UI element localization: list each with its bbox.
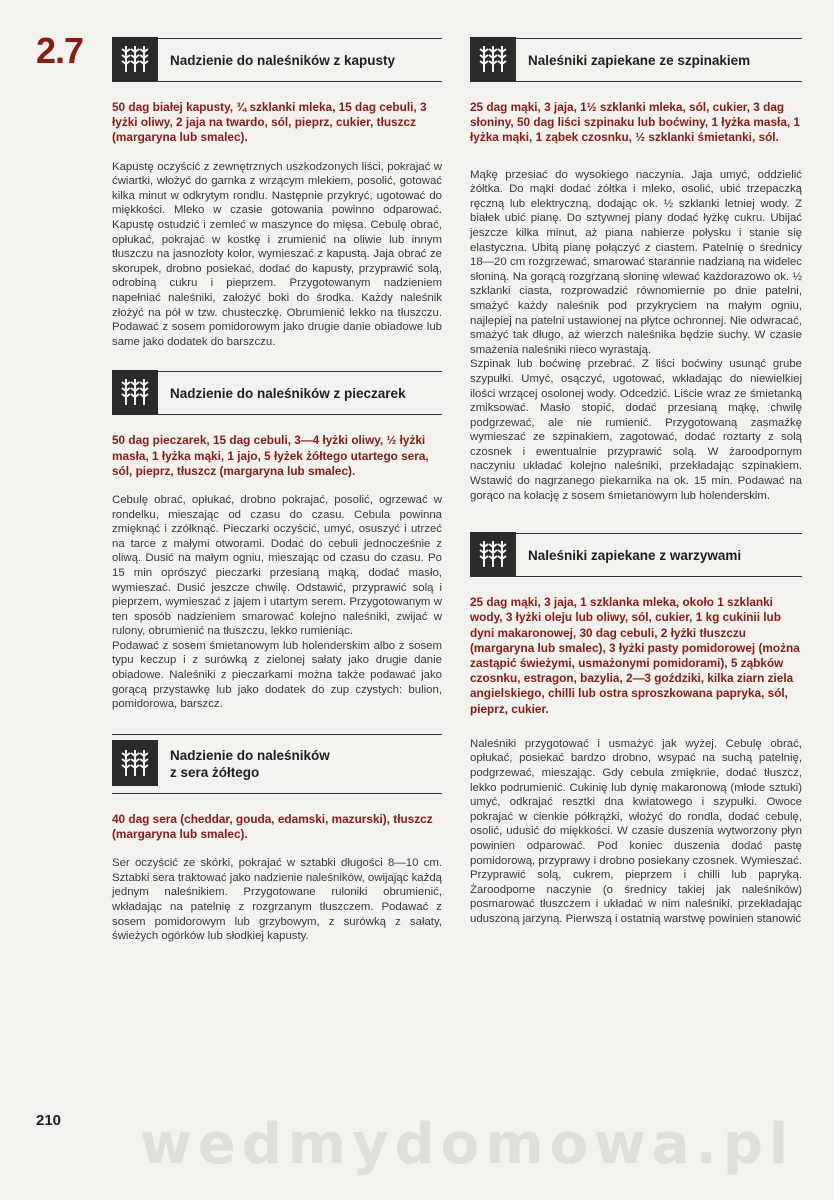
recipe-ingredients: 25 dag mąki, 3 jaja, 1 szklanka mleka, około 1 szklanki wody, 3 łyżki oleju lub oliwy, sól, cukier, 1 kg cukinii lub dyni makaronowej, 30 dag cebuli, 2 łyżki tłuszczu (margaryna lub smalec), 3 łyżki pasty pomidorowej (można zastąpić świeżymi, usmażonymi pomidorami), 5 ząbków czosnku, estragon, bazylia, 2—3 goździki, kilka ziarn ziela angielskiego, chilli lub ostra sproszkowana papryka, sól, pieprz, cukier. — [470, 595, 800, 716]
recipe-instructions: Mąkę przesiać do wysokiego naczynia. Jaja umyć, oddzielić żółtka. Do mąki dodać żółtka i mleko, osolić, ubić trzepaczką ręczną lub elektryczną, dodając ok. ½ szklanki letniej wody. Z białek ubić pianę. Do sztywnej piany dodać łyżkę cukru. Ubijać jeszcze kilka minut, aż piana nabierze połysku i stanie się elastyczna. Ubitą pianę połączyć z ciastem. Patelnię o średnicy 18—20 cm rozgrzewać, smarować starannie nadzianą na widelec słoniną. Na gorącą rozgrzaną słoninę wlewać każdorazowo ok. ½ szklanki ciasta, rozprowadzić równomiernie po dnie patelni, smażyć każdy naleśnik pod przykryciem na małym ogniu, najlepiej na patelni ustawionej na płytce ochronnej. Nie odwracać, smażyć tak długo, aż wierzch naleśnika będzie suchy. W czasie smażenia naleśniki nieco wyrastają. Szpinak lub boćwinę przebrać. Z liści boćwiny usunąć grube szypułki. Umyć, osączyć, ugotować, wkładając do niewielkiej ilości wrzącej osolonej wody. Odcedzić. Liście wraz ze śmietanką zmiksować. Masło stopić, dodać przesianą mąkę, chwilę podgrzewać, ale nie rumienić. Przygotowaną zasmażkę wymieszać ze szpinakiem, zagotować, dodać roztarty z solą czosnek i ewentualnie przyprawić solą. W żaroodpornym naczyniu układać kolejno naleśniki, przekładając szpinakiem. Wstawić do nagrzanego piekarnika na ok. 15 min. Podawać na gorąco na kolację z sosem śmietanowym lub holenderskim. — [470, 168, 802, 502]
recipe-header — [112, 734, 442, 794]
recipe-header — [470, 533, 802, 577]
recipe-header — [470, 38, 802, 82]
recipe-title: Nadzienie do naleśników z kapusty — [170, 52, 396, 68]
recipe-mushroom-filling — [112, 371, 442, 712]
left-column — [112, 38, 442, 944]
recipe-instructions: Kapustę oczyścić z zewnętrznych uszkodzonych liści, pokrajać w ćwiartki, włożyć do garnka z wrzącym mlekiem, posolić, gotować kilka minut w odkrytym rondlu. Następnie przykryć, ugotować do miękkości. Mleko w czasie gotowania powinno odparować. Kapustę ostudzić i zemleć w maszynce do mięsa. Cebulę obrać, opłukać, pokrajać w kostkę i zrumienić na oliwie lub innym tłuszczu na jasnozłoty kolor, wymieszać z kapustą. Jaja obrać ze skorupek, drobno posiekać, dodać do kapusty, przyprawić solą, odrobiną cukru i pieprzem. Przygotowanym nadzieniem napełniać naleśniki, założyć boki do środka. Każdy naleśnik złożyć na pół w tzw. chusteczkę. Obrumienić lekko na tłuszczu. Podawać z sosem pomidorowym jako drugie danie obiadowe lub same jako dodatek do barszczu. — [112, 160, 442, 348]
wheat-logo-icon — [112, 740, 158, 786]
recipe-ingredients: 25 dag mąki, 3 jaja, 1½ szklanki mleka, sól, cukier, 3 dag słoniny, 50 dag liści szpinaku lub boćwiny, 1 łyżka masła, 1 łyżka mąki, 1 ząbek czosnku, ½ szklanki śmietanki, sól. — [470, 100, 800, 145]
wheat-logo-icon — [112, 370, 158, 414]
recipe-instructions: Ser oczyścić ze skórki, pokrajać w sztabki długości 8—10 cm. Sztabki sera traktować jako nadzienie naleśników, owijając każdą jednym naleśnikiem. Przygotowane ruloniki obrumienić, wkładając na patelnię z rozgrzanym tłuszczem. Podawać z sosem pomidorowym lub grzybowym, z surówką z sałaty, świeżych ogórków lub słodkiej kapusty. — [112, 857, 442, 943]
recipe-spinach-crepes — [470, 38, 802, 503]
wheat-logo-icon — [470, 37, 516, 81]
recipe-header — [112, 38, 442, 82]
recipe-vegetable-crepes — [470, 533, 802, 926]
right-column — [470, 38, 802, 927]
wheat-logo-icon — [470, 532, 516, 576]
recipe-ingredients: 50 dag pieczarek, 15 dag cebuli, 3—4 łyżki oliwy, ½ łyżki masła, 1 łyżka mąki, 1 jajo, 5 łyżek żółtego utartego sera, sól, pieprz, tłuszcz (margaryna lub smalec). — [112, 433, 429, 478]
recipe-title: Nadzienie do naleśników z pieczarek — [170, 385, 406, 401]
recipe-header — [112, 371, 442, 415]
recipe-instructions: Naleśniki przygotować i usmażyć jak wyżej. Cebulę obrać, opłukać, posiekać bardzo drobno, wsypać na suchą patelnię, podgrzewać, mieszając. Gdy cebula zmięknie, dodać tłuszcz, lekko podrumienić. Cukinię lub dynię makaronową (młode sztuki) umyć, odkrajać resztki dna kwiatowego i szypułki. Owoce pokrajać w cienkie półkrążki, włożyć do rondla, dodać cebulę, osolić, udusić do miękkości. W czasie duszenia wytworzony płyn powinien odparować. Pod koniec duszenia dodać pastę pomidorową, przyprawy i drobno posiekany czosnek. Wymieszać. Przyprawić solą, cukrem, pieprzem i chilli lub papryką. Żaroodporne naczynie (o średnicy takiej jak naleśników) posmarować tłuszczem i układać w nim naleśniki, przekładając uduszoną jarzyną. Pierwszą i ostatnią warstwę powinien stanowić — [470, 737, 802, 926]
recipe-title: Nadzienie do naleśników z sera żółtego — [170, 747, 330, 780]
recipe-cabbage-filling — [112, 38, 442, 349]
watermark: wedmydomowa.pl — [140, 1112, 795, 1177]
section-number: 2.7 — [36, 30, 84, 71]
recipe-cheese-filling — [112, 734, 442, 944]
recipe-instructions: Cebulę obrać, opłukać, drobno pokrajać, posolić, ogrzewać w rondelku, mieszając od czasu do czasu. Cebula powinna zmięknąć i zzółknąć. Pieczarki oczyścić, umyć, osuszyć i utrzeć na tarce z małymi otworami. Dodać do cebuli jednocześnie z oliwą. Dusić na małym ogniu, mieszając od czasu do czasu. Po 15 min oprószyć pieczarki przesianą mąką, dodać masło, wymieszać. Dusić jeszcze chwilę. Odstawić, przyprawić solą i pieprzem, wymieszać z jajem i utartym serem. Przygotowanym w ten sposób nadzieniem smarować kolejno naleśniki, zwijać w rulony, obrumienić na tłuszczu, lekko rumieniąc. Podawać z sosem śmietanowym lub holenderskim albo z sosem typu keczup i z surówką z zielonej sałaty jako drugie danie obiadowe. Naleśniki z pieczarkami można także podawać jako gorącą przystawkę lub jako dodatek do zup czystych: bulion, pomidorowa, barszcz. — [112, 493, 442, 711]
recipe-ingredients: 50 dag białej kapusty, ¾ szklanki mleka, 15 dag cebuli, 3 łyżki oliwy, 2 jaja na twardo, sól, pieprz, cukier, tłuszcz (margaryna lub smalec). — [112, 100, 427, 145]
recipe-title: Naleśniki zapiekane ze szpinakiem — [528, 52, 751, 68]
recipe-ingredients: 40 dag sera (cheddar, gouda, edamski, mazurski), tłuszcz (margaryna lub smalec). — [112, 811, 433, 842]
recipe-title: Naleśniki zapiekane z warzywami — [528, 547, 742, 563]
wheat-logo-icon — [112, 37, 158, 81]
page-number: 210 — [36, 1112, 62, 1129]
